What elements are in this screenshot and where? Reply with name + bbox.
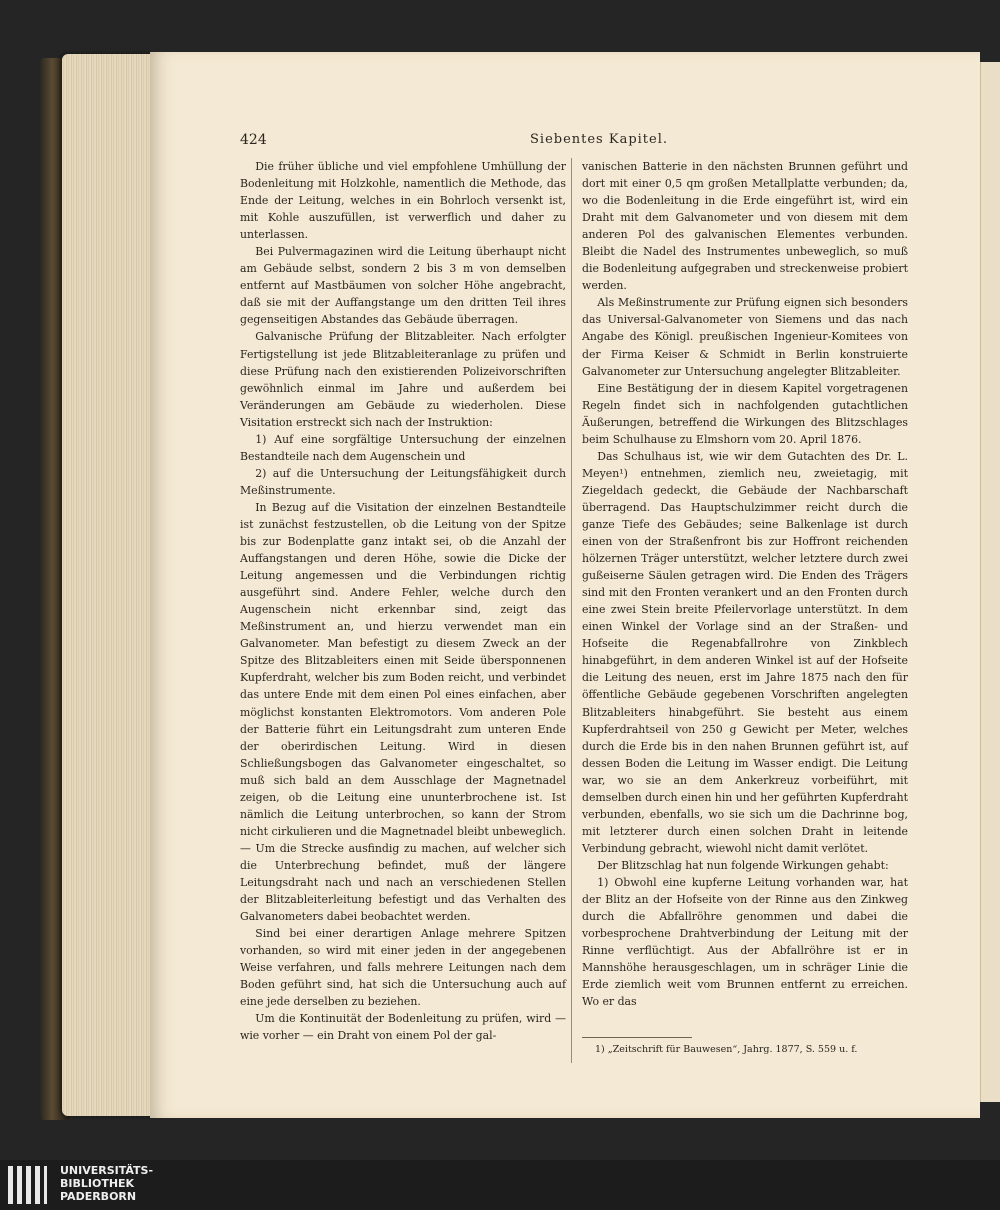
paragraph: 1) Obwohl eine kupferne Leitung vorhanden war, hat der Blitz an der Hofseite von der Rinne aus den Zinkweg durch die Abfallröhre genommen und dabei die vorbesprochene Drahtverbindung der Leitung mit der Rinne verflüchtigt. Aus der Abfallröhre ist er in Mannshöhe herausgeschlagen, um in schräger Linie die Erde ziemlich weit vom Brunnen entfernt zu erreichen. Wo er das <box>582 875 908 1009</box>
page-number: 424 <box>240 132 267 148</box>
library-logo-icon <box>8 1166 52 1204</box>
paragraph: Das Schulhaus ist, wie wir dem Gutachten des Dr. L. Meyen¹) entnehmen, ziemlich neu, zweietagig, mit Ziegeldach gedeckt, die Gebäude der Nachbarschaft überragend. Das Hauptschulzimmer reicht durch die ganze Tiefe des Gebäudes; seine Balkenlage ist durch einen von der Straßenfront bis zur Hoffront reichenden hölzernen Träger unterstützt, welcher letztere durch zwei gußeiserne Säulen getragen wird. Die Enden des Trägers sind mit den Fronten verankert und an den Fronten durch eine zwei Stein breite Pfeilervorlage unterstützt. In dem einen Winkel der Vorlage sind an der Straßen- und Hofseite die Regenabfallrohre von Zinkblech hinabgeführt, in dem anderen Winkel ist auf der Hofseite die Leitung des neuen, erst im Jahre 1875 nach den für öffentliche Gebäude gegebenen Vorschriften angelegten Blitzableiters hinabgeführt. Sie besteht aus einem Kupferdrahtseil von 250 g Gewicht per Meter, welches durch die Erde bis in den nahen Brunnen geführt ist, auf dessen Boden die Leitung im Wasser endigt. Die Leitung war, wo sie an dem Ankerkreuz vorbeiführt, mit demselben durch einen hin und her geführten Kupferdraht verbunden, ebenfalls, wo sie sich um die Dachrinne bog, mit letzterer durch einen solchen Draht in leitende Verbindung gebracht, wiewohl nicht damit verlötet. <box>582 449 908 855</box>
library-name-line: PADERBORN <box>60 1190 137 1203</box>
paragraph: Bei Pulvermagazinen wird die Leitung überhaupt nicht am Gebäude selbst, sondern 2 bis 3 m von demselben entfernt auf Mastbäumen von solcher Höhe angebracht, daß sie mit der Auffangstange um den dritten Teil ihres gegenseitigen Abstandes das Gebäude überragen. <box>240 245 566 327</box>
paragraph: Sind bei einer derartigen Anlage mehrere Spitzen vorhanden, so wird mit einer jeden in der angegebenen Weise verfahren, und falls mehrere Leitungen nach dem Boden geführt sind, hat sich die Untersuchung auch auf eine jede derselben zu beziehen. <box>240 927 566 1009</box>
library-name-line: UNIVERSITÄTS- <box>60 1164 154 1177</box>
paragraph: Die früher übliche und viel empfohlene Umhüllung der Bodenleitung mit Holzkohle, namentlich die Methode, das Ende der Leitung, welches in ein Bohrloch versenkt ist, mit Kohle auszufüllen, ist verwerflich und daher zu unterlassen. <box>240 160 566 242</box>
paragraph: Galvanische Prüfung der Blitzableiter. Nach erfolgter Fertigstellung ist jede Blitzableiteranlage zu prüfen und diese Prüfung nach den existierenden Polizeivorschriften gewöhnlich einmal im Jahre und außerdem bei Veränderungen am Gebäude zu wiederholen. Diese Visitation erstreckt sich nach der Instruktion: <box>240 330 566 429</box>
facing-page-edge <box>980 62 1000 1102</box>
paragraph: Eine Bestätigung der in diesem Kapitel vorgetragenen Regeln findet sich in nachfolgenden gutachtlichen Äußerungen, betreffend die Wirkungen des Blitzschlages beim Schulhause zu Elmshorn vom 20. April 1876. <box>582 381 908 446</box>
footnote: 1) „Zeitschrift für Bauwesen“, Jahrg. 1877, S. 559 u. f. <box>595 1044 858 1055</box>
library-footer <box>0 1160 1000 1210</box>
paragraph: vanischen Batterie in den nächsten Brunnen geführt und dort mit einer 0,5 qm großen Metallplatte verbunden; da, wo die Bodenleitung in die Erde eingeführt ist, wird ein Draht mit dem Galvanometer und von diesem mit dem anderen Pol des galvanischen Elementes verbunden. Bleibt die Nadel des Instrumentes unbeweglich, so muß die Bodenleitung aufgegraben und streckenweise probiert werden. <box>582 160 908 293</box>
library-name <box>60 1164 153 1203</box>
paragraph: 2) auf die Untersuchung der Leitungsfähigkeit durch Meßinstrumente. <box>240 466 566 497</box>
running-header: Siebentes Kapitel. <box>530 132 669 147</box>
paragraph: Um die Kontinuität der Bodenleitung zu prüfen, wird — wie vorher — ein Draht von einem Pol der gal- <box>240 1012 566 1043</box>
paragraph: Der Blitzschlag hat nun folgende Wirkungen gehabt: <box>597 858 889 872</box>
footnote-rule <box>582 1037 692 1038</box>
page-edges <box>62 54 160 1116</box>
library-name-line: BIBLIOTHEK <box>60 1177 135 1190</box>
column-divider <box>571 158 572 1063</box>
left-column <box>240 158 566 1044</box>
book-page <box>150 52 980 1118</box>
right-column <box>582 158 908 1010</box>
paragraph: In Bezug auf die Visitation der einzelnen Bestandteile ist zunächst festzustellen, ob die Leitung von der Spitze bis zur Bodenplatte ganz intakt sei, ob die Anzahl der Auffangstangen und deren Höhe, sowie die Dicke der Leitung angemessen und die Verbindungen richtig ausgeführt sind. Andere Fehler, welche durch den Augenschein nicht erkennbar sind, zeigt das Meßinstrument an, und hierzu verwendet man ein Galvanometer. Man befestigt zu diesem Zweck an der Spitze des Blitzableiters einen mit Seide übersponnenen Kupferdraht, welcher bis zum Boden reicht, und verbindet das untere Ende mit dem einen Pol eines einfachen, aber möglichst konstanten Elektromotors. Vom anderen Pole der Batterie führt ein Leitungsdraht zum unteren Ende der oberirdischen Leitung. Wird in diesen Schließungsbogen das Galvanometer eingeschaltet, so muß sich bald an dem Ausschlage der Magnetnadel zeigen, ob die Leitung eine ununterbrochene ist. Ist nämlich die Leitung unterbrochen, so kann der Strom nicht cirkulieren und die Magnetnadel bleibt unbeweglich. — Um die Strecke ausfindig zu machen, auf welcher sich die Unterbrechung befindet, muß der längere Leitungsdraht nach und nach an verschiedenen Stellen der Blitzableiterleitung befestigt und das Verhalten des Galvanometers dabei beobachtet werden. <box>240 500 566 924</box>
paragraph: Als Meßinstrumente zur Prüfung eignen sich besonders das Universal-Galvanometer von Siemens und das nach Angabe des Königl. preußischen Ingenieur-Komitees von der Firma Keiser & Schmidt in Berlin konstruierte Galvanometer zur Untersuchung angelegter Blitzableiter. <box>582 296 908 378</box>
paragraph: 1) Auf eine sorgfältige Untersuchung der einzelnen Bestandteile nach dem Augenschein und <box>240 432 566 463</box>
